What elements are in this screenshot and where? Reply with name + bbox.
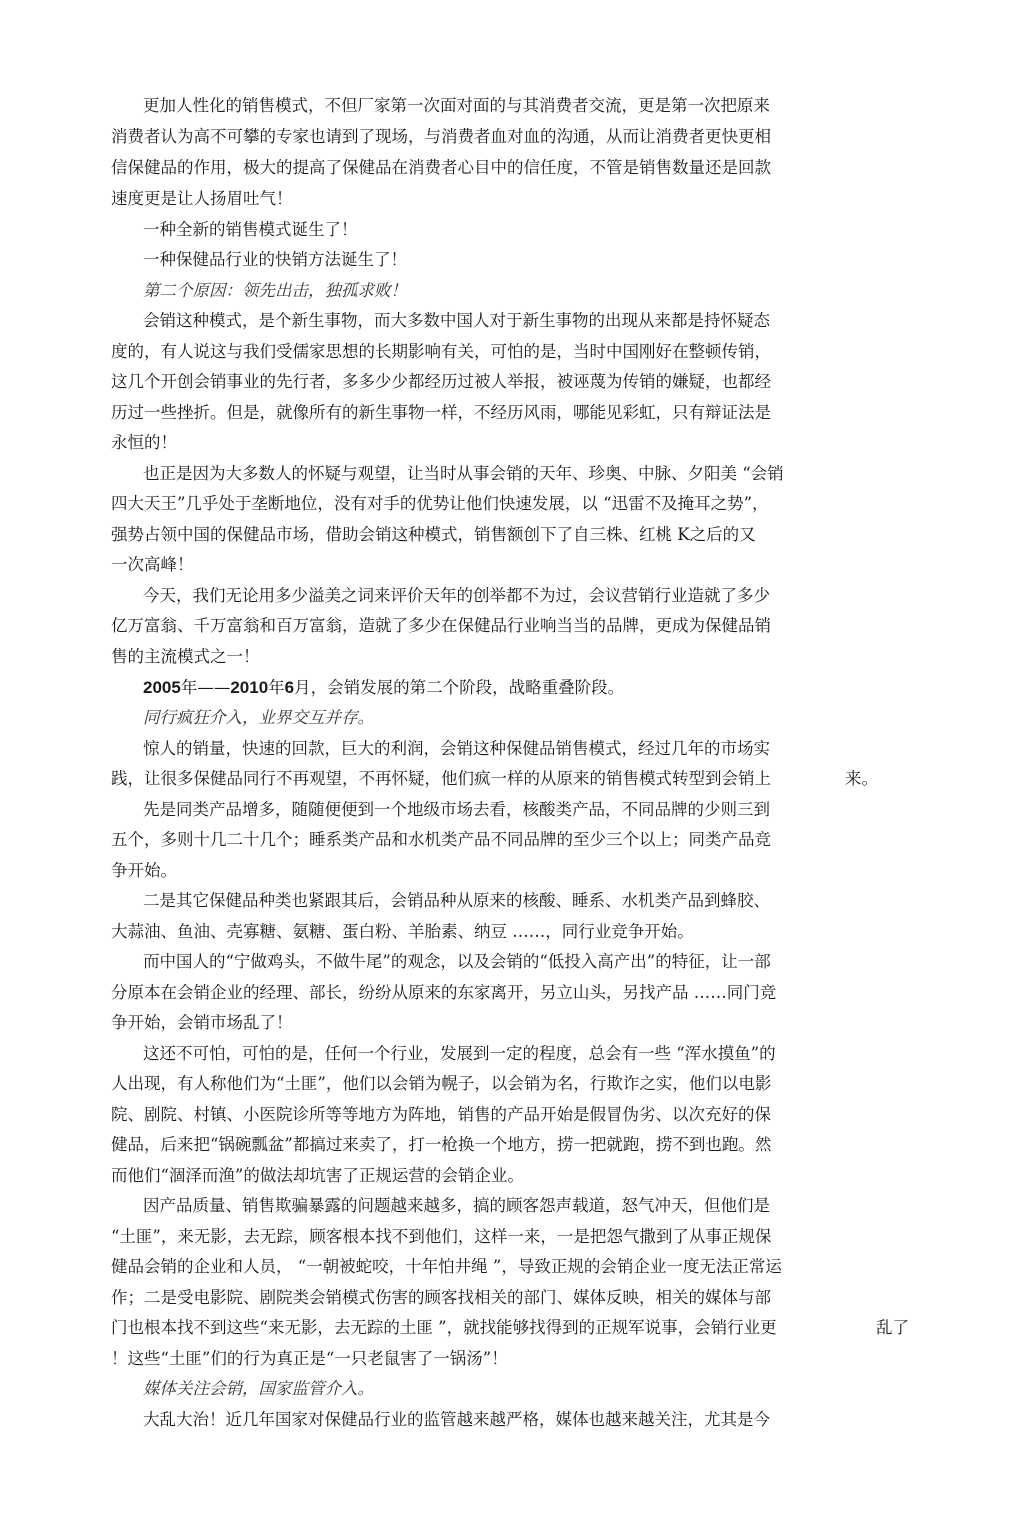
period-heading [143,678,624,698]
paragraph-line: 一次高峰！ [111,555,194,574]
paragraph-line-overflow: 乱了 [876,1318,909,1337]
paragraph-line: 五个，多则十几二十几个；睡系类产品和水机类产品不同品牌的至少三个以上；同类产品竞 [111,830,771,849]
paragraph-line: 而中国人的“宁做鸡头，不做牛尾”的观念，以及会销的“低投入高产出”的特征，让一部 [143,952,771,971]
heading-rest: 月，会销发展的第二个阶段，战略重叠阶段。 [294,678,625,697]
paragraph-line: 售的主流模式之一！ [111,647,260,666]
paragraph-line: 争开始，会销市场乱了！ [111,1013,293,1032]
paragraph-line: 更加人性化的销售模式，不但厂家第一次面对面的与其消费者交流，更是第一次把原来 [143,96,770,115]
paragraph-line: 历过一些挫折。但是，就像所有的新生事物一样，不经历风雨，哪能见彩虹，只有辩证法是 [111,403,771,422]
paragraph-line: 今天，我们无论用多少溢美之词来评价天年的创举都不为过，会议营销行业造就了多少 [143,586,770,605]
paragraph-line: 践，让很多保健品同行不再观望，不再怀疑，他们疯一样的从原来的销售模式转型到会销上 [111,769,771,788]
paragraph-line: 会销这种模式，是个新生事物，而大多数中国人对于新生事物的出现从来都是持怀疑态 [143,311,770,330]
paragraph-line: 健品会销的企业和人员， “一朝被蛇咬，十年怕井绳 ”，导致正规的会销企业一度无法正常运 [111,1257,782,1276]
paragraph-line: 惊人的销量，快速的回款，巨大的利润，会销这种保健品销售模式，经过几年的市场实 [143,739,770,758]
paragraph-line: 永恒的！ [111,433,177,452]
paragraph-line: “土匪”，来无影，去无踪，顾客根本找不到他们，这样一来，一是把怨气撒到了从事正规保 [111,1227,772,1246]
paragraph-line: 也正是因为大多数人的怀疑与观望，让当时从事会销的天年、珍奥、中脉、夕阳美 “会销 [143,464,784,483]
section-heading: 第二个原因：领先出击，独孤求败！ [143,281,407,300]
paragraph-line: 亿万富翁、千万富翁和百万富翁，造就了多少在保健品行业响当当的品牌，更成为保健品销 [111,616,771,635]
paragraph-line: 先是同类产品增多，随随便便到一个地级市场去看，核酸类产品，不同品牌的少则三到 [143,800,770,819]
year-end-suffix: 年 [268,678,285,697]
section-heading: 媒体关注会销，国家监管介入。 [143,1379,374,1398]
paragraph-line: 因产品质量、销售欺骗暴露的问题越来越多，搞的顾客怨声载道，怒气冲天，但他们是 [143,1196,770,1215]
month: 6 [284,678,295,697]
paragraph-line-overflow: 来。 [845,769,878,788]
paragraph-line: 一种全新的销售模式诞生了！ [143,220,358,239]
paragraph-line: 分原本在会销企业的经理、部长，纷纷从原来的东家离开，另立山头，另找产品 ……同门竞 [111,983,777,1002]
paragraph-line: 健品，后来把“锅碗瓢盆”都搞过来卖了，打一枪换一个地方，捞一把就跑，捞不到也跑。然 [111,1135,772,1154]
year-start: 2005 [143,678,181,697]
section-heading: 同行疯狂介入，业界交互并存。 [143,708,374,727]
paragraph-line: 消费者认为高不可攀的专家也请到了现场，与消费者血对血的沟通，从而让消费者更快更相 [111,127,771,146]
paragraph-line: ！这些“土匪”们的行为真正是“一只老鼠害了一锅汤”！ [111,1349,508,1368]
paragraph-line: 争开始。 [111,861,177,880]
paragraph-line: 作；二是受电影院、剧院类会销模式伤害的顾客找相关的部门、媒体反映，相关的媒体与部 [111,1288,771,1307]
paragraph-line: 四大天王”几乎处于垄断地位，没有对手的优势让他们快速发展，以 “迅雷不及掩耳之势”， [111,494,769,513]
paragraph-line: 院、剧院、村镇、小医院诊所等等地方为阵地，销售的产品开始是假冒伪劣、以次充好的保 [111,1105,771,1124]
paragraph-line: 度的，有人说这与我们受儒家思想的长期影响有关，可怕的是，当时中国刚好在整顿传销， [111,342,771,361]
year-start-suffix: 年—— [180,678,231,697]
paragraph-line: 一种保健品行业的快销方法诞生了！ [143,250,407,269]
year-end: 2010 [230,678,269,697]
paragraph-line: 人出现，有人称他们为“土匪”，他们以会销为幌子，以会销为名，行欺诈之实，他们以电影 [111,1074,772,1093]
paragraph-line: 二是其它保健品种类也紧跟其后，会销品种从原来的核酸、睡系、水机类产品到蜂胶、 [143,891,770,910]
paragraph-line: 门也根本找不到这些“来无影，去无踪的土匪 ”，就找能够找得到的正规军说事，会销行业更 [111,1318,777,1337]
paragraph-line: 大蒜油、鱼油、壳寡糖、氨糖、蛋白粉、羊胎素、纳豆 ……，同行业竞争开始。 [111,922,694,941]
paragraph-line: 而他们“涸泽而渔”的做法却坑害了正规运营的会销企业。 [111,1166,524,1185]
paragraph-line: 这几个开创会销事业的先行者，多多少少都经历过被人举报，被诬蔑为传销的嫌疑，也都经 [111,372,771,391]
paragraph-line: 大乱大治！近几年国家对保健品行业的监管越来越严格，媒体也越来越关注，尤其是今 [143,1410,770,1429]
paragraph-line: 这还不可怕，可怕的是，任何一个行业，发展到一定的程度，总会有一些 “浑水摸鱼”的 [143,1044,776,1063]
paragraph-line: 速度更是让人扬眉吐气！ [111,189,293,208]
paragraph-line: 信保健品的作用，极大的提高了保健品在消费者心目中的信任度，不管是销售数量还是回款 [111,158,771,177]
paragraph-line: 强势占领中国的保健品市场，借助会销这种模式，销售额创下了自三株、红桃 K之后的又 [111,525,756,544]
